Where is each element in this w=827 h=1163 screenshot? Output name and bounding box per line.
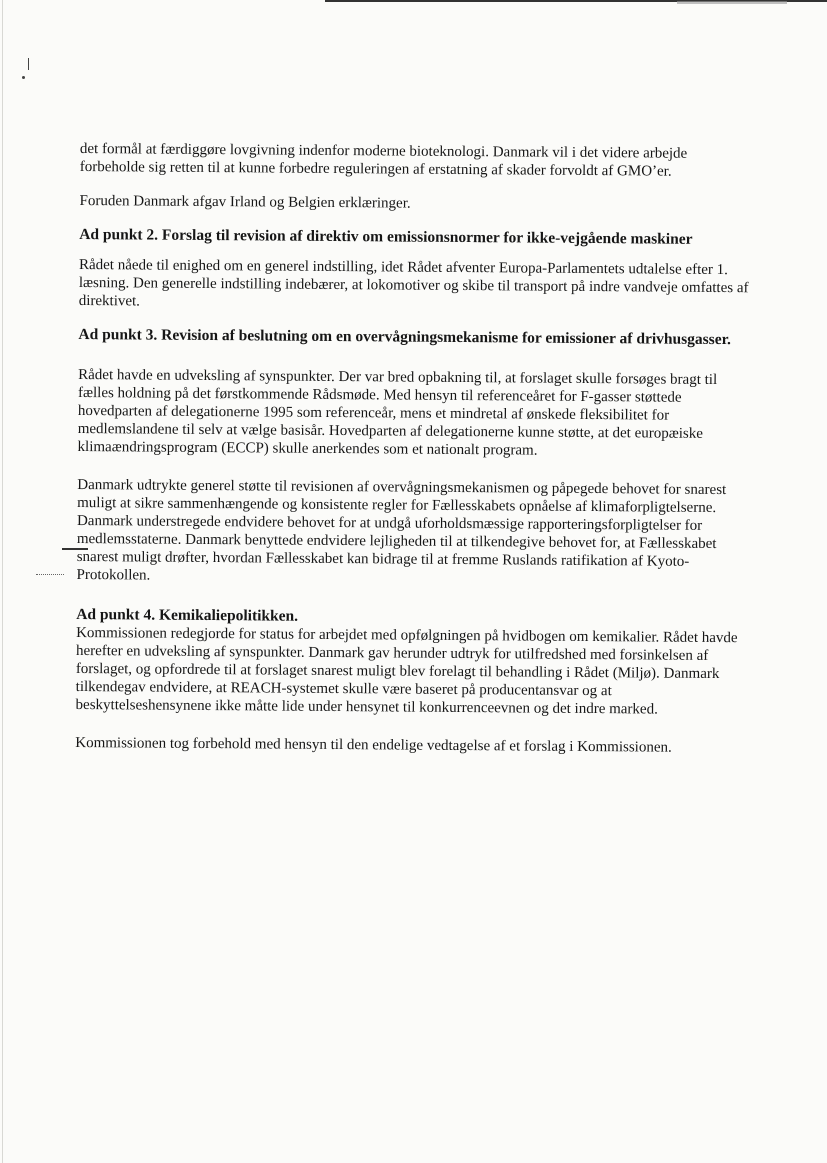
heading-punkt-3: Ad punkt 3. Revision af beslutning om en overvågningsmekanisme for emissioner af drivhusgasser. — [78, 325, 732, 349]
scan-mark — [22, 76, 25, 79]
paragraph-bioteknologi: det formål at færdiggøre lovgivning indenfor moderne bioteknologi. Danmark vil i det videre arbejde forbeholde sig retten til at kunne forbedre reguleringen af erstatning af skader forvoldt af GMO’er. — [79, 140, 688, 180]
scan-mark — [28, 58, 29, 70]
paragraph-punkt-2: Rådet nåede til enighed om en generel indstilling, idet Rådet afventer Europa-Parlamentets udtalelse efter 1. læsning. Den generelle indstilling indebærer, at lokomotiver og skibe til transport på indre vandveje omfattes af direktivet. — [78, 256, 749, 310]
document-page — [75, 140, 752, 773]
paragraph-punkt-4-forbehold: Kommissionen tog forbehold med hensyn til den endelige vedtagelse af et forslag i Kommissionen. — [75, 734, 672, 756]
heading-punkt-2: Ad punkt 2. Forslag til revision af direktiv om emissionsnormer for ikke-vejgående maskiner — [79, 225, 693, 248]
scan-left-edge — [2, 0, 3, 1163]
paragraph-punkt-3-synspunkter: Rådet havde en udveksling af synspunkter. Der var bred opbakning til, at forslaget skulle forsøges bragt til fælles holdning på det førstkommende Rådsmøde. Med hensyn til referenceåret for F-gasser støttede hovedparten af delegationerne 1995 som referenceår, mens et mindretal af ønskede fleksibilitet for medlemslandene til selv at vælge basisår. Hovedparten af delegationerne kunne støtte, at det europæiske klimaændringsprogram (ECCP) skulle anerkendes som et nationalt program. — [77, 366, 718, 459]
paragraph-punkt-3-danmark: Danmark udtrykte generel støtte til revisionen af overvågningsmekanismen og påpegede behovet for snarest muligt at sikre sammenhængende og konsistente regler for Fællesskabets opnåelse af klimaforpligtelserne. Danmark understregede endvidere behovet for at undgå uforholdsmæssige rapporteringsforpligtelser for medlemsstaterne. Danmark benyttede endvidere lejligheden til at tilkendegive behovet for, at Fællesskabet snarest muligt drøfter, hvordan Fællesskabet kan bidrage til at fremme Ruslands ratifikation af Kyoto-Protokollen. — [76, 476, 727, 584]
paragraph-erklaeringer: Foruden Danmark afgav Irland og Belgien erklæringer. — [79, 192, 411, 212]
scan-mark — [36, 574, 64, 576]
heading-punkt-4: Ad punkt 4. Kemikaliepolitikken. — [76, 605, 299, 625]
scan-smudge — [677, 1, 787, 4]
paragraph-punkt-4-kemikalier: Kommissionen redegjorde for status for arbejdet med opfølgningen på hvidbogen om kemikalier. Rådet havde herefter en udveksling af synspunkter. Danmark gav herunder udtryk for utilfredshed med forsinkelsen af forslaget, og opfordrede til at forslaget snarest muligt blev forelagt til behandling i Rådet (Miljø). Danmark tilkendegav endvidere, at REACH-systemet skulle være baseret på producentansvar og at beskyttelseshensynene ikke måtte lide under hensynet til konkurrenceevnen og det indre marked. — [75, 624, 738, 718]
